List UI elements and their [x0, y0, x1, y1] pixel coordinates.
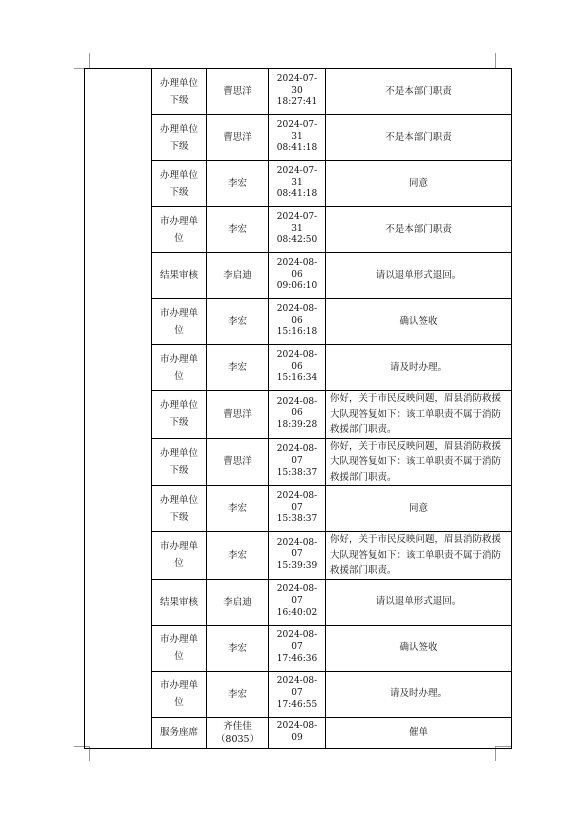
time-cell: 2024-08-07 16:40:02	[269, 579, 326, 625]
unit-cell: 市办理单位	[152, 625, 207, 671]
time-cell: 2024-08-07 15:38:37	[269, 438, 326, 486]
person-cell: 李宏	[207, 161, 269, 207]
opinion-cell: 催单	[326, 717, 512, 748]
opinion-cell: 请以退单形式退回。	[326, 253, 512, 299]
time-cell: 2024-08-07 15:38:37	[269, 486, 326, 532]
time-cell: 2024-08-09	[269, 717, 326, 748]
person-cell: 曹思洋	[207, 69, 269, 115]
time-cell: 2024-08-06 09:06:10	[269, 253, 326, 299]
unit-cell: 办理单位下级	[152, 161, 207, 207]
time-cell: 2024-07-31 08:41:18	[269, 115, 326, 161]
opinion-cell: 同意	[326, 486, 512, 532]
crop-mark	[495, 53, 496, 68]
opinion-cell: 你好，关于市民反映问题，眉县消防救援大队现答复如下：该工单职责不属于消防救援部门职责。	[326, 438, 512, 486]
unit-cell: 市办理单位	[152, 345, 207, 391]
unit-cell: 办理单位下级	[152, 486, 207, 532]
person-cell: 李宏	[207, 345, 269, 391]
opinion-cell: 确认签收	[326, 625, 512, 671]
unit-cell: 办理单位下级	[152, 115, 207, 161]
unit-cell: 结果审核	[152, 579, 207, 625]
unit-cell: 市办理单位	[152, 532, 207, 580]
person-cell: 李启迪	[207, 579, 269, 625]
time-cell: 2024-07-31 08:41:18	[269, 161, 326, 207]
time-cell: 2024-08-06 15:16:34	[269, 345, 326, 391]
unit-cell: 服务座席	[152, 717, 207, 748]
unit-cell: 市办理单位	[152, 299, 207, 345]
opinion-cell: 你好，关于市民反映问题，眉县消防救援大队现答复如下：该工单职责不属于消防救援部门职责。	[326, 391, 512, 439]
person-cell: 李宏	[207, 625, 269, 671]
person-cell: 李宏	[207, 299, 269, 345]
unit-cell: 办理单位下级	[152, 438, 207, 486]
crop-mark	[89, 53, 90, 68]
unit-cell: 市办理单位	[152, 207, 207, 253]
person-cell: 李宏	[207, 671, 269, 717]
person-cell: 曹思洋	[207, 115, 269, 161]
opinion-cell: 不是本部门职责	[326, 207, 512, 253]
opinion-cell: 你好，关于市民反映问题，眉县消防救援大队现答复如下：该工单职责不属于消防救援部门职责。	[326, 532, 512, 580]
time-cell: 2024-07-31 08:42:50	[269, 207, 326, 253]
time-cell: 2024-07-30 18:27:41	[269, 69, 326, 115]
opinion-cell: 不是本部门职责	[326, 115, 512, 161]
merged-empty-cell	[85, 69, 152, 749]
opinion-cell: 请及时办理。	[326, 345, 512, 391]
table-row	[85, 69, 512, 115]
unit-cell: 结果审核	[152, 253, 207, 299]
opinion-cell: 不是本部门职责	[326, 69, 512, 115]
person-cell: 李启迪	[207, 253, 269, 299]
person-cell: 李宏	[207, 207, 269, 253]
time-cell: 2024-08-07 17:46:55	[269, 671, 326, 717]
time-cell: 2024-08-06 15:16:18	[269, 299, 326, 345]
opinion-cell: 请以退单形式退回。	[326, 579, 512, 625]
processing-record-table	[84, 68, 512, 749]
opinion-cell: 请及时办理。	[326, 671, 512, 717]
person-cell: 李宏	[207, 532, 269, 580]
unit-cell: 办理单位下级	[152, 391, 207, 439]
opinion-cell: 确认签收	[326, 299, 512, 345]
person-cell: 曹思洋	[207, 391, 269, 439]
person-cell: 齐佳佳（8035）	[207, 717, 269, 748]
unit-cell: 办理单位下级	[152, 69, 207, 115]
opinion-cell: 同意	[326, 161, 512, 207]
time-cell: 2024-08-07 17:46:36	[269, 625, 326, 671]
person-cell: 曹思洋	[207, 438, 269, 486]
time-cell: 2024-08-07 15:39:39	[269, 532, 326, 580]
person-cell: 李宏	[207, 486, 269, 532]
time-cell: 2024-08-06 18:39:28	[269, 391, 326, 439]
unit-cell: 市办理单位	[152, 671, 207, 717]
